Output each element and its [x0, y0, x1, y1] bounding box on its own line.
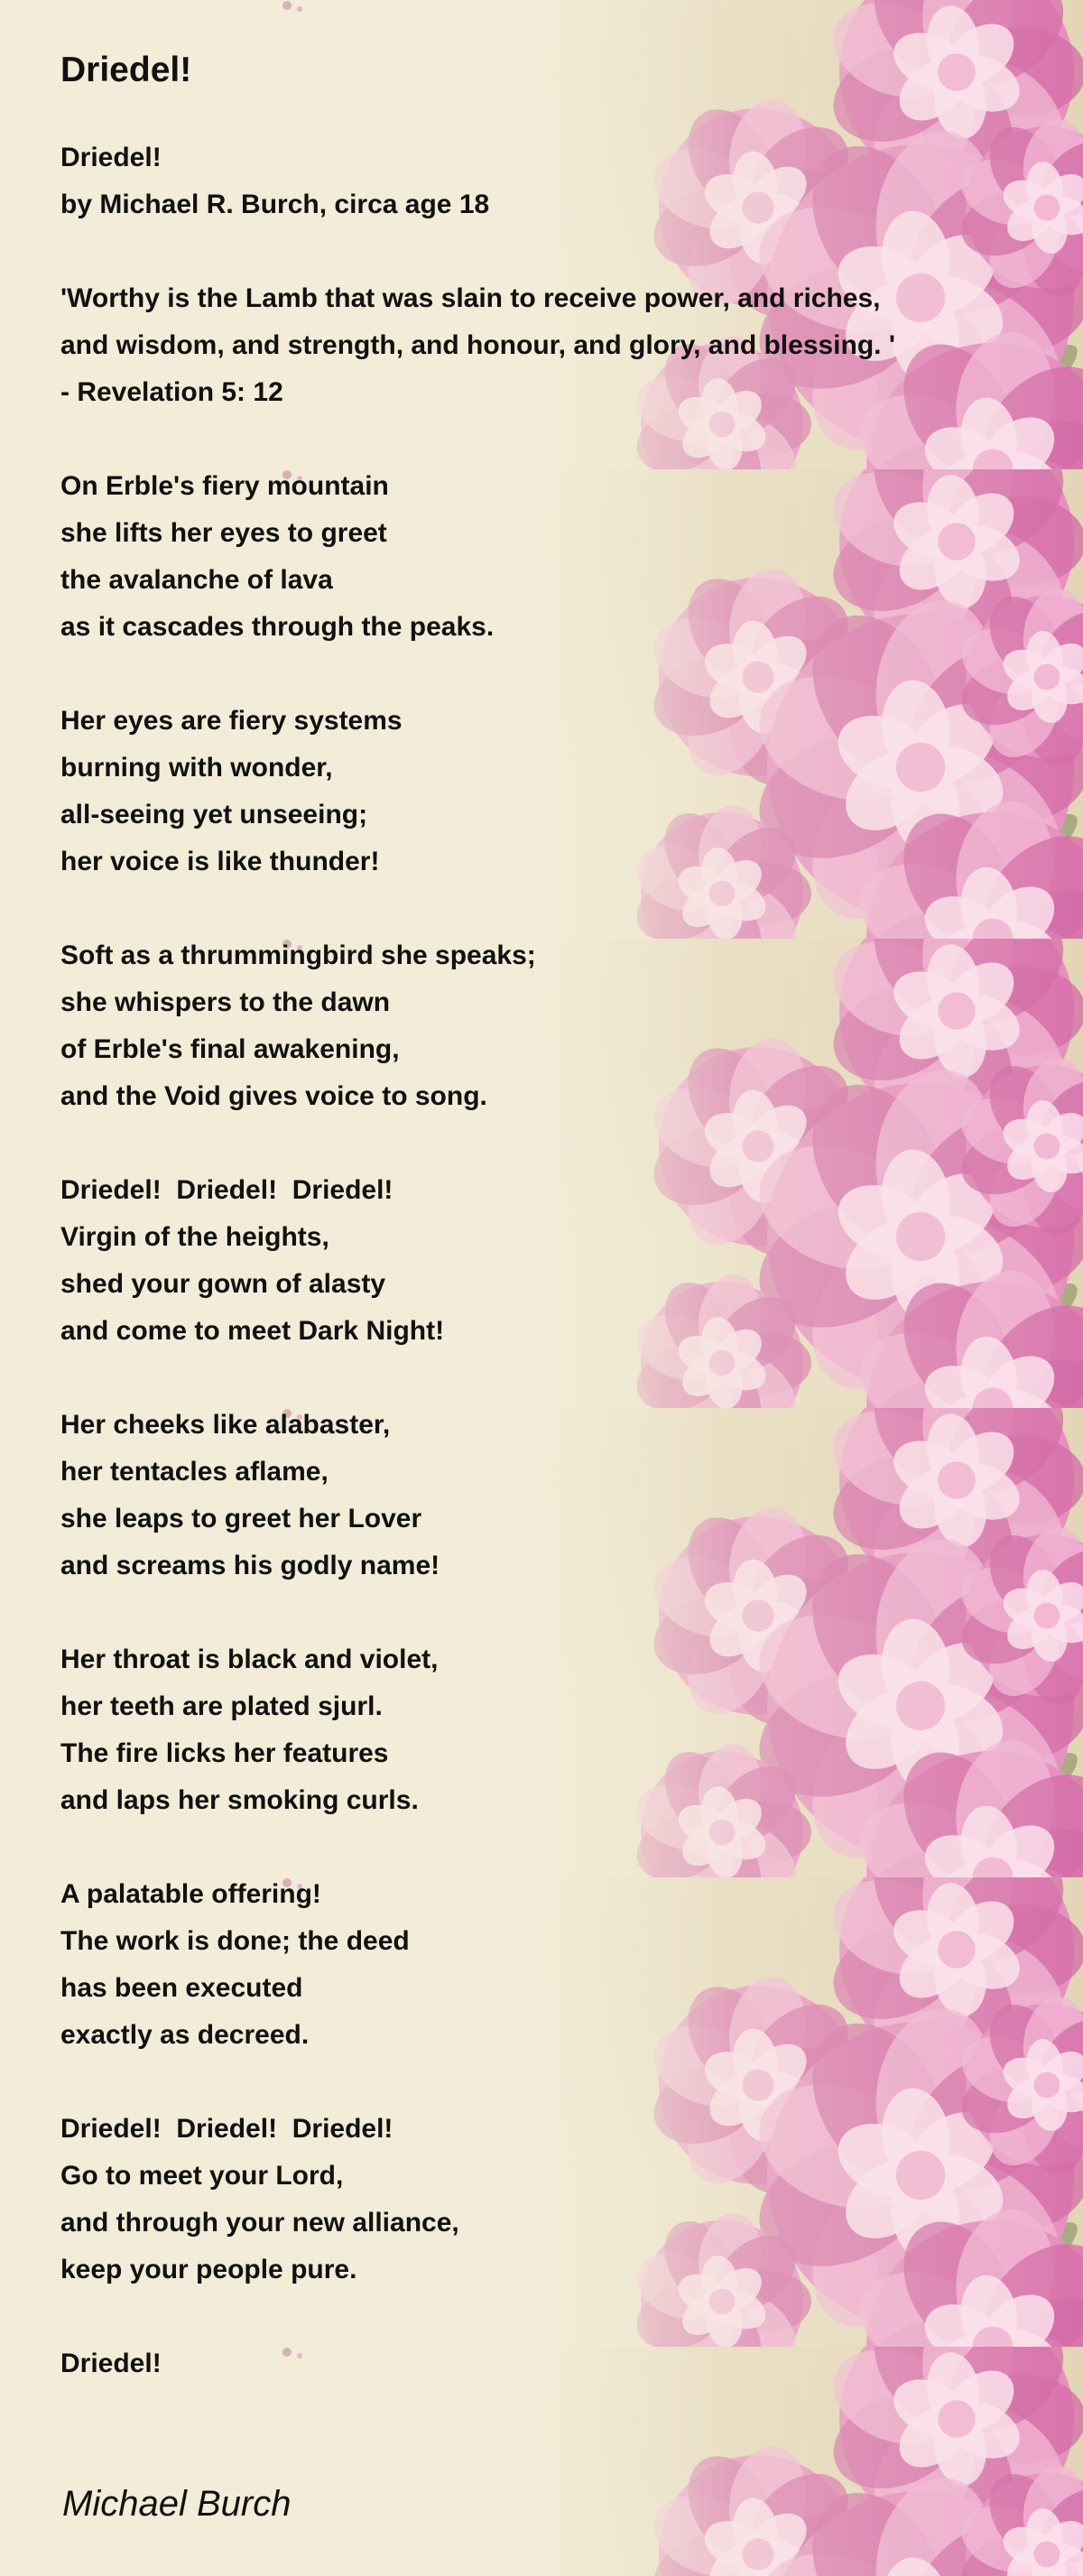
- poem-line: Soft as a thrummingbird she speaks;: [60, 941, 536, 970]
- poem-line: [60, 2059, 963, 2106]
- poem-line: Go to meet your Lord,: [60, 2161, 344, 2191]
- poem-line: and laps her smoking curls.: [60, 1785, 419, 1815]
- poem-line: On Erble's fiery mountain: [60, 471, 389, 501]
- poem-line: her voice is like thunder!: [60, 847, 380, 876]
- poem-line: 'Worthy is the Lamb that was slain to receive power, and riches,: [60, 283, 881, 313]
- poem-line: Her eyes are fiery systems: [60, 706, 403, 736]
- poem-line: she whispers to the dawn: [60, 987, 391, 1017]
- poem-line: [60, 2293, 963, 2340]
- poem-line: Her throat is black and violet,: [60, 1645, 439, 1674]
- poem-line: keep your people pure.: [60, 2255, 357, 2284]
- poem-line: The fire licks her features: [60, 1738, 389, 1768]
- poem-line: Driedel!: [60, 2349, 162, 2378]
- poem-line: and wisdom, and strength, and honour, and glory, and blessing. ': [60, 330, 895, 360]
- poem-line: Virgin of the heights,: [60, 1222, 329, 1252]
- poem-line: [60, 1824, 963, 1871]
- poem-line: and through your new alliance,: [60, 2208, 459, 2238]
- poem-line: her teeth are plated sjurl.: [60, 1691, 383, 1721]
- poem-line: Driedel! Driedel! Driedel!: [60, 1175, 393, 1205]
- poem-line: [60, 1589, 963, 1636]
- poem-line: her tentacles aflame,: [60, 1457, 329, 1487]
- poem-body: [60, 134, 963, 2387]
- poem-line: exactly as decreed.: [60, 2020, 310, 2050]
- poem-line: [60, 651, 963, 698]
- poem-line: [60, 1120, 963, 1167]
- poem-line: burning with wonder,: [60, 753, 333, 783]
- poem-line: [60, 228, 963, 275]
- poem-line: Her cheeks like alabaster,: [60, 1410, 391, 1440]
- poem-line: all-seeing yet unseeing;: [60, 800, 368, 829]
- poem-title: Driedel!: [60, 51, 192, 89]
- poem-line: Driedel! Driedel! Driedel!: [60, 2114, 393, 2144]
- poem-line: [60, 416, 963, 463]
- poem-line: she leaps to greet her Lover: [60, 1504, 422, 1534]
- poem-line: A palatable offering!: [60, 1879, 321, 1909]
- poem-line: by Michael R. Burch, circa age 18: [60, 190, 490, 219]
- poem-line: as it cascades through the peaks.: [60, 612, 495, 642]
- poem-line: and screams his godly name!: [60, 1551, 440, 1580]
- poem-container: [60, 47, 963, 2387]
- poem-line: shed your gown of alasty: [60, 1269, 386, 1299]
- poem-line: the avalanche of lava: [60, 565, 333, 595]
- poem-line: and come to meet Dark Night!: [60, 1316, 445, 1346]
- poem-line: [60, 1355, 963, 1402]
- poem-line: has been executed: [60, 1973, 303, 2003]
- poem-line: [60, 885, 963, 932]
- poem-line: she lifts her eyes to greet: [60, 518, 387, 548]
- poem-line: of Erble's final awakening,: [60, 1034, 400, 1064]
- poem-line: and the Void gives voice to song.: [60, 1081, 487, 1111]
- author-signature: Michael Burch: [62, 2484, 292, 2524]
- poem-line: Driedel!: [60, 143, 162, 172]
- poem-line: - Revelation 5: 12: [60, 377, 283, 407]
- poem-line: The work is done; the deed: [60, 1926, 410, 1956]
